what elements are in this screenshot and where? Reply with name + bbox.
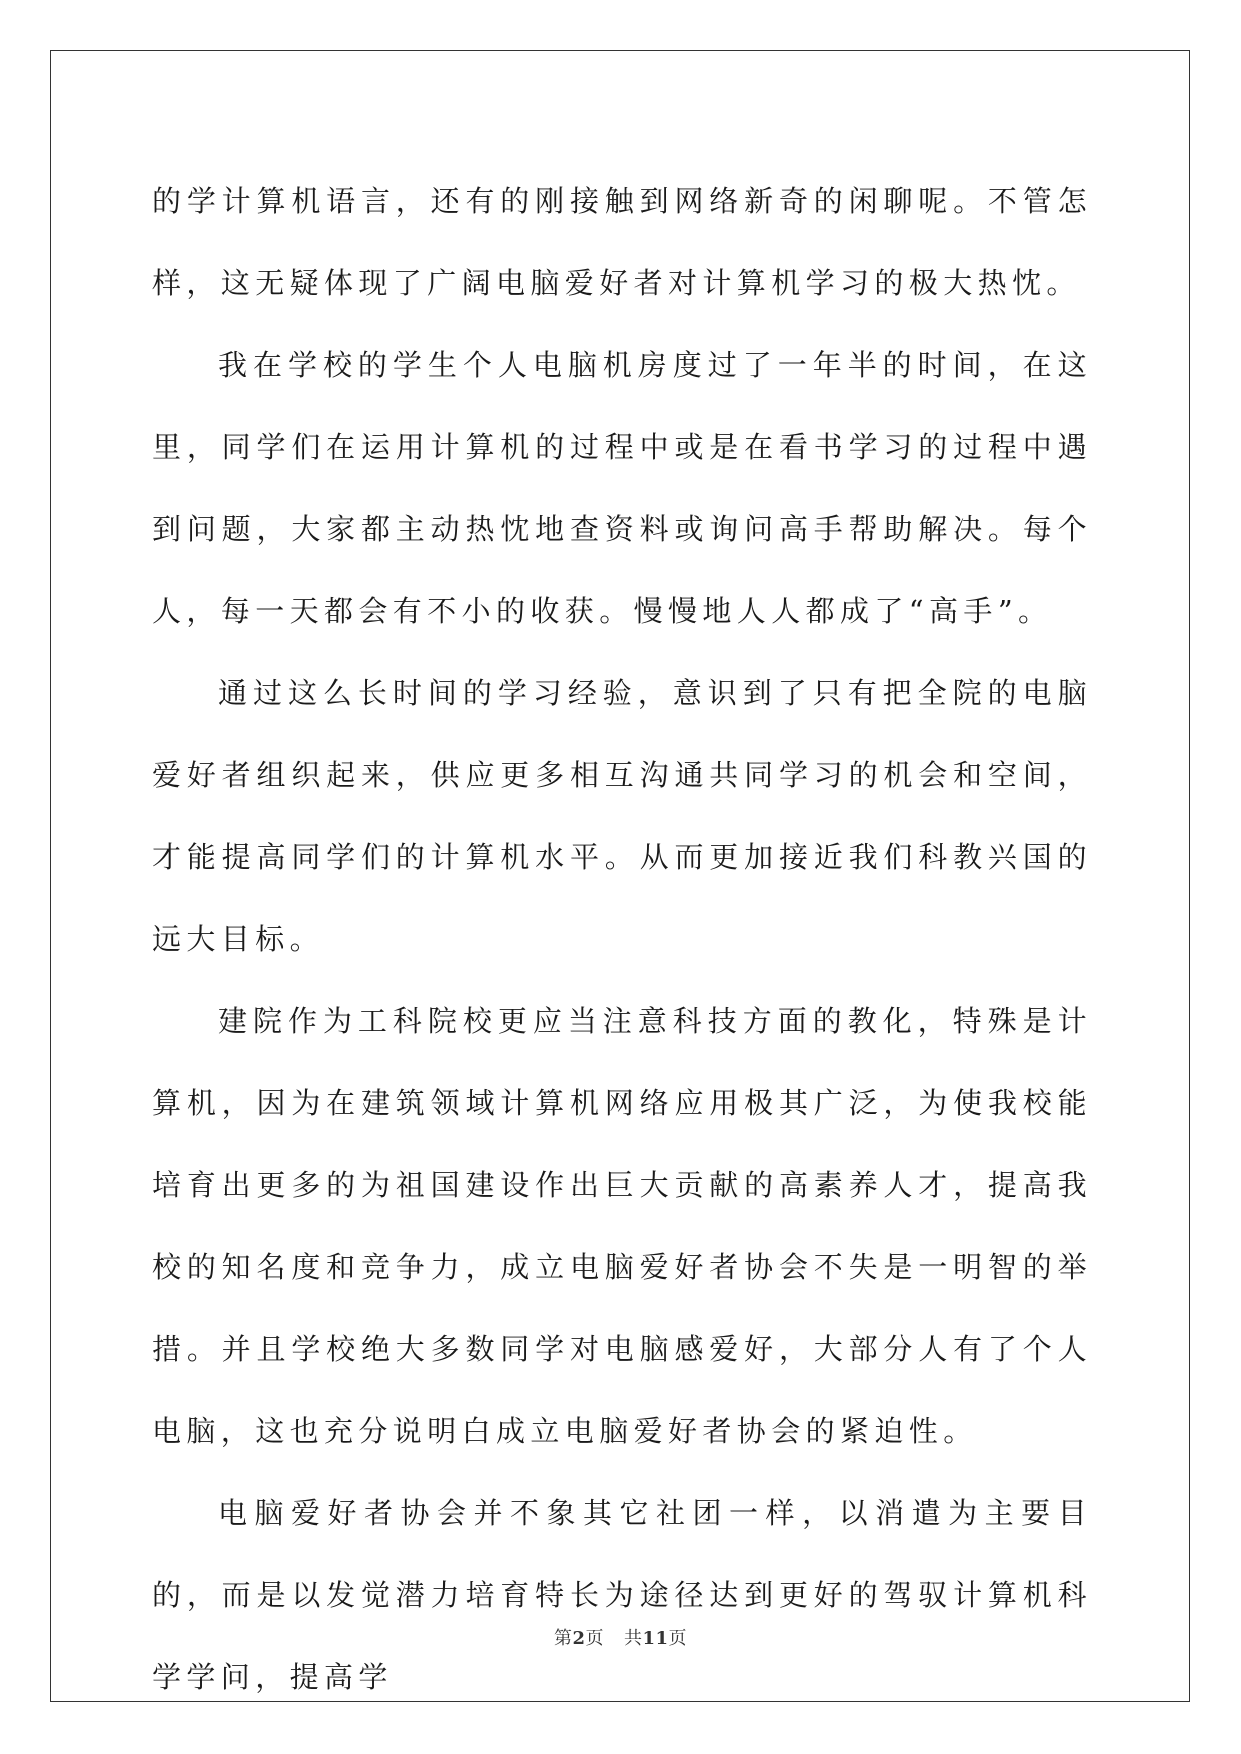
page-footer (0, 1624, 1241, 1650)
paragraph-2: 我在学校的学生个人电脑机房度过了一年半的时间，在这里，同学们在运用计算机的过程中或是在看书学习的过程中遇到问题，大家都主动热忱地查资料或询问高手帮助解决。每个人，每一天都会有不小的收获。慢慢地人人都成了“高手”。 (152, 348, 1092, 628)
total-prefix: 共 (623, 1628, 643, 1649)
page-prefix: 第 (553, 1628, 573, 1649)
page-current: 2 (572, 1628, 586, 1649)
paragraph-5: 电脑爱好者协会并不象其它社团一样，以消遣为主要目的，而是以发觉潜力培育特长为途径达到更好的驾驭计算机科学学问，提高学 (152, 1496, 1092, 1694)
paragraph-4: 建院作为工科院校更应当注意科技方面的教化，特殊是计算机，因为在建筑领域计算机网络应用极其广泛，为使我校能培育出更多的为祖国建设作出巨大贡献的高素养人才，提高我校的知名度和竞争力，成立电脑爱好者协会不失是一明智的举措。并且学校绝大多数同学对电脑感爱好，大部分人有了个人电脑，这也充分说明白成立电脑爱好者协会的紧迫性。 (152, 1004, 1092, 1448)
total-suffix: 页 (668, 1628, 688, 1649)
page-mid: 页 (585, 1628, 604, 1649)
document-body (152, 160, 1092, 1718)
paragraph-3: 通过这么长时间的学习经验，意识到了只有把全院的电脑爱好者组织起来，供应更多相互沟通共同学习的机会和空间，才能提高同学们的计算机水平。从而更加接近我们科教兴国的远大目标。 (152, 676, 1092, 956)
paragraph-1: 的学计算机语言，还有的刚接触到网络新奇的闲聊呢。不管怎样，这无疑体现了广阔电脑爱好者对计算机学习的极大热忱。 (152, 184, 1092, 300)
page-total: 11 (642, 1628, 669, 1649)
